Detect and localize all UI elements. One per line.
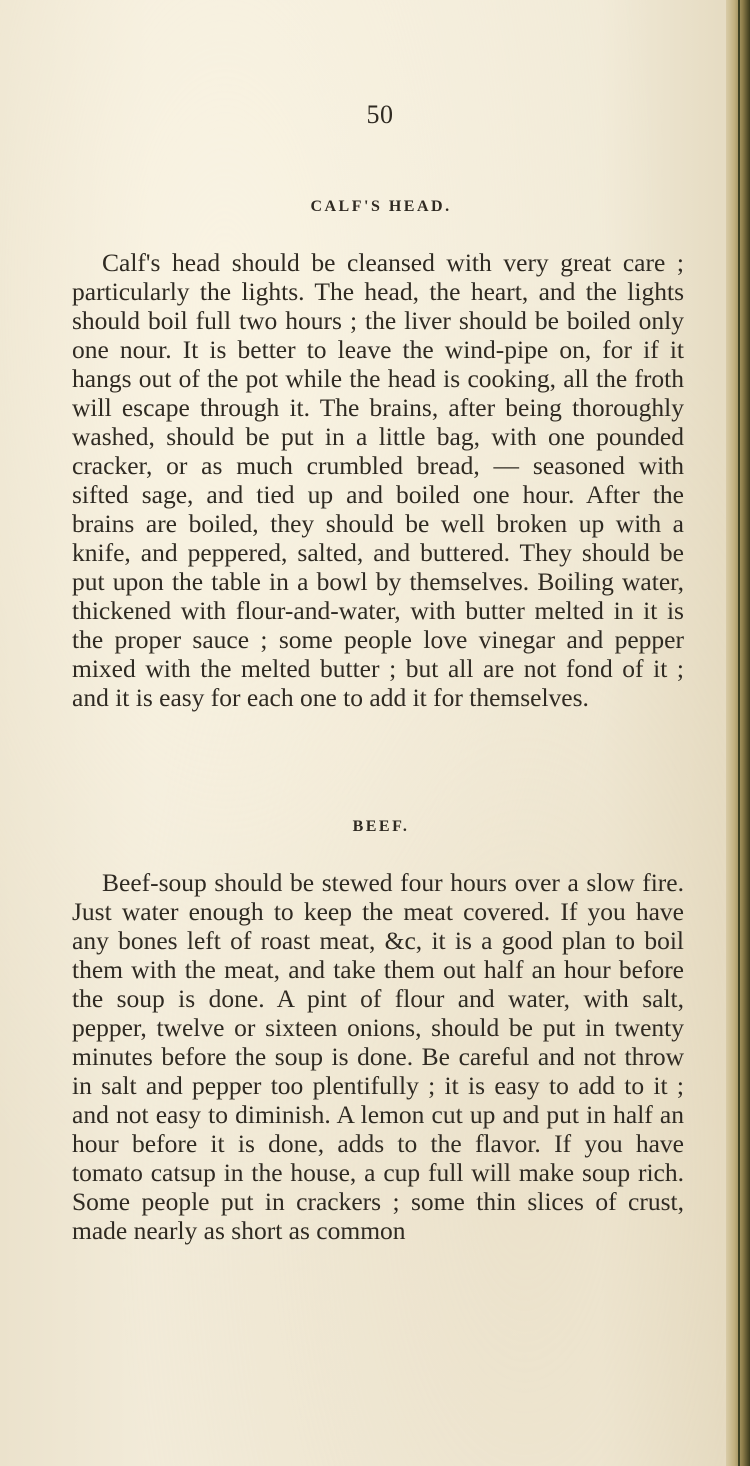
section-heading-beef: BEEF. (352, 818, 410, 835)
page-number: 50 (366, 100, 394, 129)
section-paragraph-calfs-head: Calf's head should be cleansed with very great care ; particularly the lights. The head, the heart, and the lights should boil full two hours ; the liver should be boiled only one nour. It is better to leave the wind-pipe on, for if it hangs out of the pot while the head is cooking, all the froth will escape through it. The brains, after being thoroughly washed, should be put in a little bag, with one pounded cracker, or as much crumbled bread, — seasoned with sifted sage, and tied up and boiled one hour. After the brains are boiled, they should be well broken up with a knife, and peppered, salted, and buttered. They should be put upon the table in a bowl by themselves. Boiling water, thickened with flour-and-water, with butter melted in it is the proper sauce ; some people love vinegar and pepper mixed with the melted butter ; but all are not fond of it ; and it is easy for each one to add it for themselves. (72, 248, 684, 712)
page-edge-line (738, 0, 740, 1466)
section-heading-calfs-head: CALF'S HEAD. (310, 198, 452, 215)
section-paragraph-beef: Beef-soup should be stewed four hours over a slow fire. Just water enough to keep the meat covered. If you have any bones left of roast meat, &c, it is a good plan to boil them with the meat, and take them out half an hour before the soup is done. A pint of flour and water, with salt, pepper, twelve or sixteen onions, should be put in twenty minutes before the soup is done. Be careful and not throw in salt and pepper too plentifully ; it is easy to add to it ; and not easy to diminish. A lemon cut up and put in half an hour before it is done, adds to the flavor. If you have tomato catsup in the house, a cup full will make soup rich. Some people put in crackers ; some thin slices of crust, made nearly as short as common (72, 868, 684, 1245)
